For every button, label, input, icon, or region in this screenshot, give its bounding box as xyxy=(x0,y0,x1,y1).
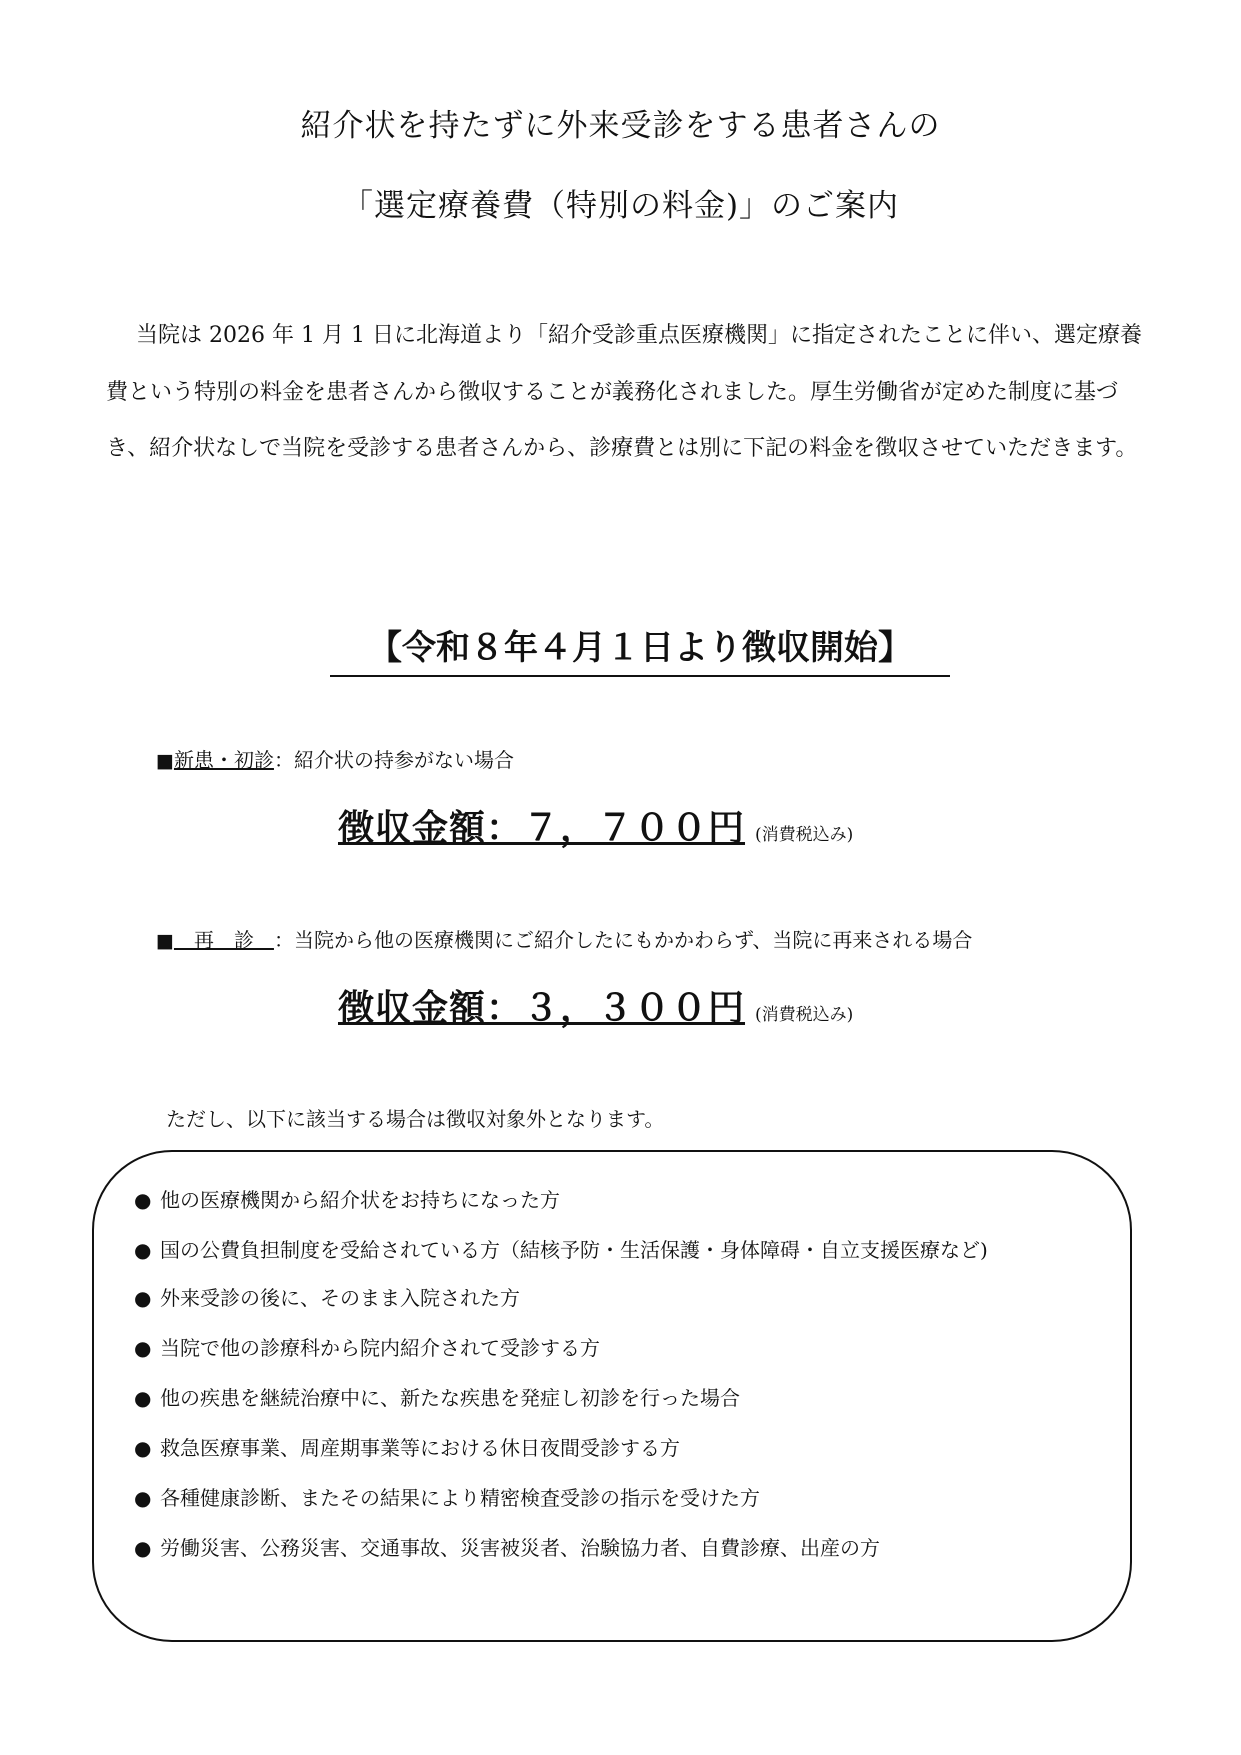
list-item xyxy=(134,1381,1094,1415)
revisit-condition xyxy=(156,924,972,953)
bullet-icon: ● xyxy=(134,1286,152,1310)
bullet-icon: ● xyxy=(134,1536,152,1560)
list-item xyxy=(134,1481,1094,1515)
square-bullet-icon: ■ xyxy=(156,750,174,772)
list-item-text: 救急医療事業、周産期事業等における休日夜間受診する方 xyxy=(160,1436,680,1460)
list-item-text: 各種健康診断、またその結果により精密検査受診の指示を受けた方 xyxy=(160,1486,760,1510)
revisit-fee xyxy=(338,980,853,1031)
bullet-icon: ● xyxy=(134,1386,152,1410)
list-item xyxy=(134,1531,1094,1565)
bullet-icon: ● xyxy=(134,1188,152,1212)
bullet-icon: ● xyxy=(134,1486,152,1510)
list-item xyxy=(134,1281,1094,1315)
list-item-text: 労働災害、公務災害、交通事故、災害被災者、治験協力者、自費診療、出産の方 xyxy=(160,1536,880,1560)
list-item xyxy=(134,1233,1094,1267)
collection-start-heading: 【令和８年４月１日より徴収開始】 xyxy=(330,620,950,677)
bullet-icon: ● xyxy=(134,1336,152,1360)
new-patient-label: 新患・初診 xyxy=(173,748,274,772)
intro-paragraph: 当院は 2026 年 1 月 1 日に北海道より「紹介受診重点医療機関」に指定されたことに伴い、選定療養費という特別の料金を患者さんから徴収することが義務化されました。厚生労働省が定めた制度に基づき、紹介状なしで当院を受診する患者さんから、診療費とは別に下記の料金を徴収させていただきます。 xyxy=(106,323,1142,461)
new-patient-tax-note: (消費税込み) xyxy=(755,825,854,845)
exemption-list xyxy=(134,1183,1094,1581)
list-item-text: 外来受診の後に、そのまま入院された方 xyxy=(160,1286,520,1310)
title-line-1: 紹介状を持たずに外来受診をする患者さんの xyxy=(300,108,941,144)
revisit-fee-amount: 徴収金額：３，３００円 xyxy=(338,988,746,1029)
bullet-icon: ● xyxy=(134,1238,152,1262)
revisit-condition-text: ：当院から他の医療機関にご紹介したにもかかわらず、当院に再来される場合 xyxy=(273,928,973,952)
exemption-note: ただし、以下に該当する場合は徴収対象外となります。 xyxy=(166,1107,665,1131)
new-patient-condition-text: ：紹介状の持参がない場合 xyxy=(273,748,514,772)
new-patient-condition xyxy=(156,744,514,773)
new-patient-fee xyxy=(338,800,853,851)
list-item-text: 国の公費負担制度を受給されている方（結核予防・生活保護・身体障碍・自立支援医療など) xyxy=(160,1238,988,1262)
list-item xyxy=(134,1431,1094,1465)
title-line-2: 「選定療養費（特別の料金)」のご案内 xyxy=(341,188,900,224)
revisit-label: 再 診 xyxy=(173,928,274,952)
list-item-text: 他の疾患を継続治療中に、新たな疾患を発症し初診を行った場合 xyxy=(160,1386,740,1410)
list-item xyxy=(134,1183,1094,1217)
revisit-tax-note: (消費税込み) xyxy=(755,1005,854,1025)
bullet-icon: ● xyxy=(134,1436,152,1460)
list-item-text: 当院で他の診療科から院内紹介されて受診する方 xyxy=(160,1336,600,1360)
new-patient-fee-amount: 徴収金額：７，７００円 xyxy=(338,808,746,849)
list-item xyxy=(134,1331,1094,1365)
square-bullet-icon: ■ xyxy=(156,930,174,952)
list-item-text: 他の医療機関から紹介状をお持ちになった方 xyxy=(160,1188,560,1212)
